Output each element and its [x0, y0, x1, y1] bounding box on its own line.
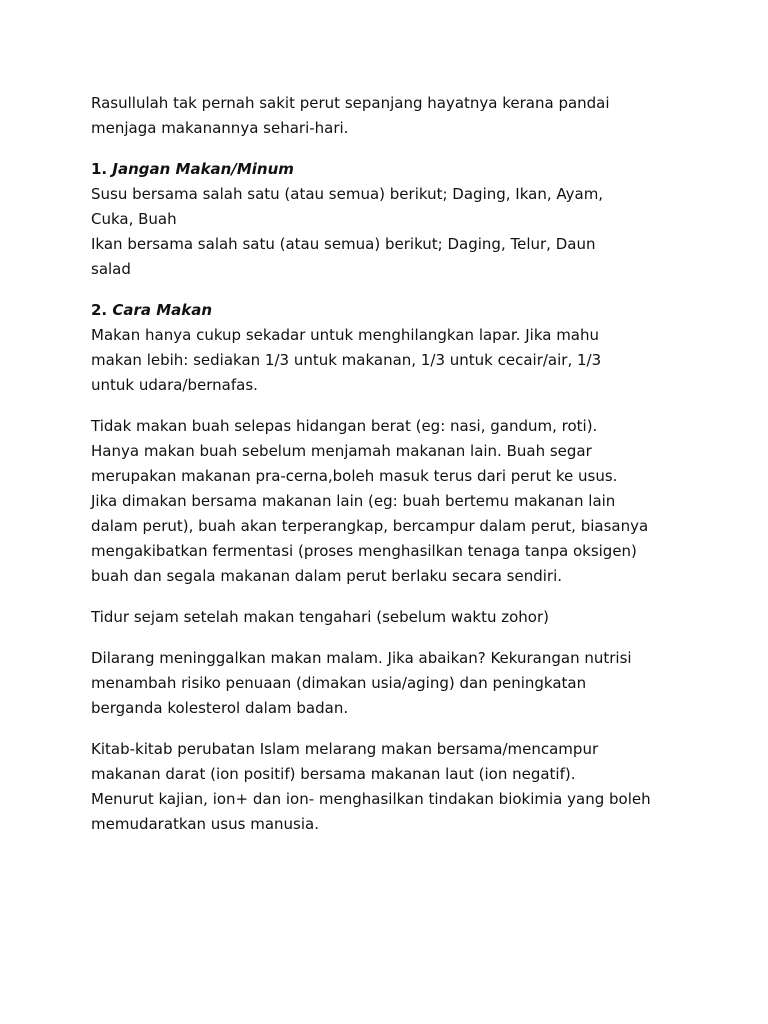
section-heading: [91, 157, 731, 182]
section-number: 1.: [91, 160, 108, 178]
text-line: dalam perut), buah akan terperangkap, bercampur dalam perut, biasanya: [91, 517, 649, 535]
text-line: Tidak makan buah selepas hidangan berat (eg: nasi, gandum, roti).: [91, 417, 598, 435]
text-line: menambah risiko penuaan (dimakan usia/aging) dan peningkatan: [91, 674, 587, 692]
text-line: makanan darat (ion positif) bersama makanan laut (ion negatif).: [91, 765, 576, 783]
intro-paragraph: [91, 91, 731, 141]
section-cara-makan: [91, 298, 731, 398]
text-line: merupakan makanan pra-cerna,boleh masuk terus dari perut ke usus.: [91, 467, 618, 485]
text-line: Jika dimakan bersama makanan lain (eg: buah bertemu makanan lain: [91, 492, 616, 510]
text-line: Susu bersama salah satu (atau semua) berikut; Daging, Ikan, Ayam,: [91, 185, 604, 203]
text-line: salad: [91, 260, 131, 278]
text-line: menjaga makanannya sehari-hari.: [91, 119, 349, 137]
section-title: Jangan Makan/Minum: [112, 160, 294, 178]
text-line: Ikan bersama salah satu (atau semua) berikut; Daging, Telur, Daun: [91, 235, 596, 253]
text-line: Kitab-kitab perubatan Islam melarang makan bersama/mencampur: [91, 740, 599, 758]
text-line: Cuka, Buah: [91, 210, 177, 228]
sleep-paragraph: [91, 605, 731, 630]
text-line: Makan hanya cukup sekadar untuk menghilangkan lapar. Jika mahu: [91, 326, 600, 344]
text-line: Tidur sejam setelah makan tengahari (sebelum waktu zohor): [91, 608, 549, 626]
text-line: untuk udara/bernafas.: [91, 376, 258, 394]
text-line: buah dan segala makanan dalam perut berlaku secara sendiri.: [91, 567, 563, 585]
document-page: [91, 91, 731, 853]
text-line: berganda kolesterol dalam badan.: [91, 699, 349, 717]
text-line: makan lebih: sediakan 1/3 untuk makanan, 1/3 untuk cecair/air, 1/3: [91, 351, 602, 369]
dinner-paragraph: [91, 646, 731, 721]
text-line: Menurut kajian, ion+ dan ion- menghasilkan tindakan biokimia yang boleh: [91, 790, 651, 808]
text-line: Dilarang meninggalkan makan malam. Jika abaikan? Kekurangan nutrisi: [91, 649, 632, 667]
text-line: Rasullulah tak pernah sakit perut sepanjang hayatnya kerana pandai: [91, 94, 610, 112]
text-line: mengakibatkan fermentasi (proses menghasilkan tenaga tanpa oksigen): [91, 542, 637, 560]
section-title: Cara Makan: [112, 301, 213, 319]
ion-paragraph: [91, 737, 731, 837]
section-heading: [91, 298, 731, 323]
section-number: 2.: [91, 301, 108, 319]
fruit-paragraph: [91, 414, 731, 589]
text-line: Hanya makan buah sebelum menjamah makanan lain. Buah segar: [91, 442, 592, 460]
text-line: memudaratkan usus manusia.: [91, 815, 319, 833]
section-jangan-makan: [91, 157, 731, 282]
